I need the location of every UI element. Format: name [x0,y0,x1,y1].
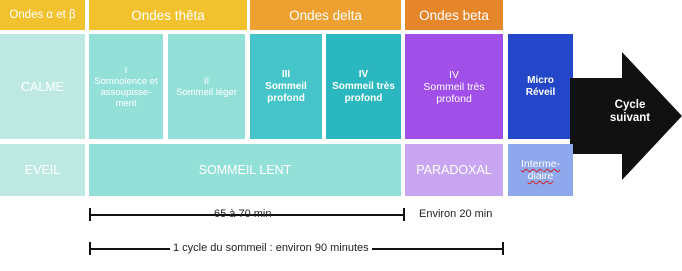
stage-2-sommeil-leger [168,34,245,139]
stage-3-sommeil-profond [250,34,322,139]
phase-sommeil-lent-label: SOMMEIL LENT [198,163,292,177]
stage-1-somnolence [89,34,163,139]
stage-3-number: III [281,68,291,80]
header-ondes-theta-label: Ondes thêta [131,7,205,23]
header-ondes-theta [89,0,247,30]
cycle-suivant-label: Cycle suivant [609,99,651,124]
stage-1-number: I [124,64,128,76]
timeline-slow-end-tick [403,208,405,221]
stage-4-sommeil-tres-profond [326,34,401,139]
stage-2-number: II [203,75,210,87]
stage-calme [0,34,85,139]
phase-intermediaire-label: Interme-diaire [520,158,561,182]
phase-paradoxal-label: PARADOXAL [416,163,492,177]
phase-eveil [0,144,85,196]
stage-calme-label: CALME [20,79,65,94]
stage-micro-reveil-label: Micro Réveil [525,74,556,98]
stage-4b-number: IV [449,68,459,81]
phase-eveil-label: EVEIL [24,163,61,177]
header-ondes-delta [250,0,401,30]
timeline-cycle-total: 1 cycle du sommeil : environ 90 minutes [170,242,372,254]
phase-sommeil-lent [89,144,401,196]
stage-3-label: Sommeil profond [265,80,307,104]
phase-paradoxal [405,144,503,196]
header-ondes-alpha-beta-label: Ondes α et β [9,9,76,21]
stage-2-label: Sommeil léger [176,86,237,98]
stage-4b-sommeil-tres-profond [405,34,503,139]
timeline-paradox-duration: Environ 20 min [419,208,493,220]
timeline-cycle-end-tick [502,242,504,255]
stage-1-label: Somnolence et assoupisse-ment [94,75,158,109]
header-ondes-beta-label: Ondes beta [419,7,489,23]
stage-4b-label: Sommeil très profond [423,80,485,105]
stage-4-number: IV [358,68,369,80]
header-ondes-beta [405,0,503,30]
stage-4-label: Sommeil très profond [332,80,395,104]
stage-micro-reveil [508,34,573,139]
header-ondes-delta-label: Ondes delta [289,7,362,23]
header-ondes-alpha-beta [0,0,85,30]
phase-intermediaire [508,144,573,196]
timeline-slow-duration: 65 à 70 min [214,208,272,220]
